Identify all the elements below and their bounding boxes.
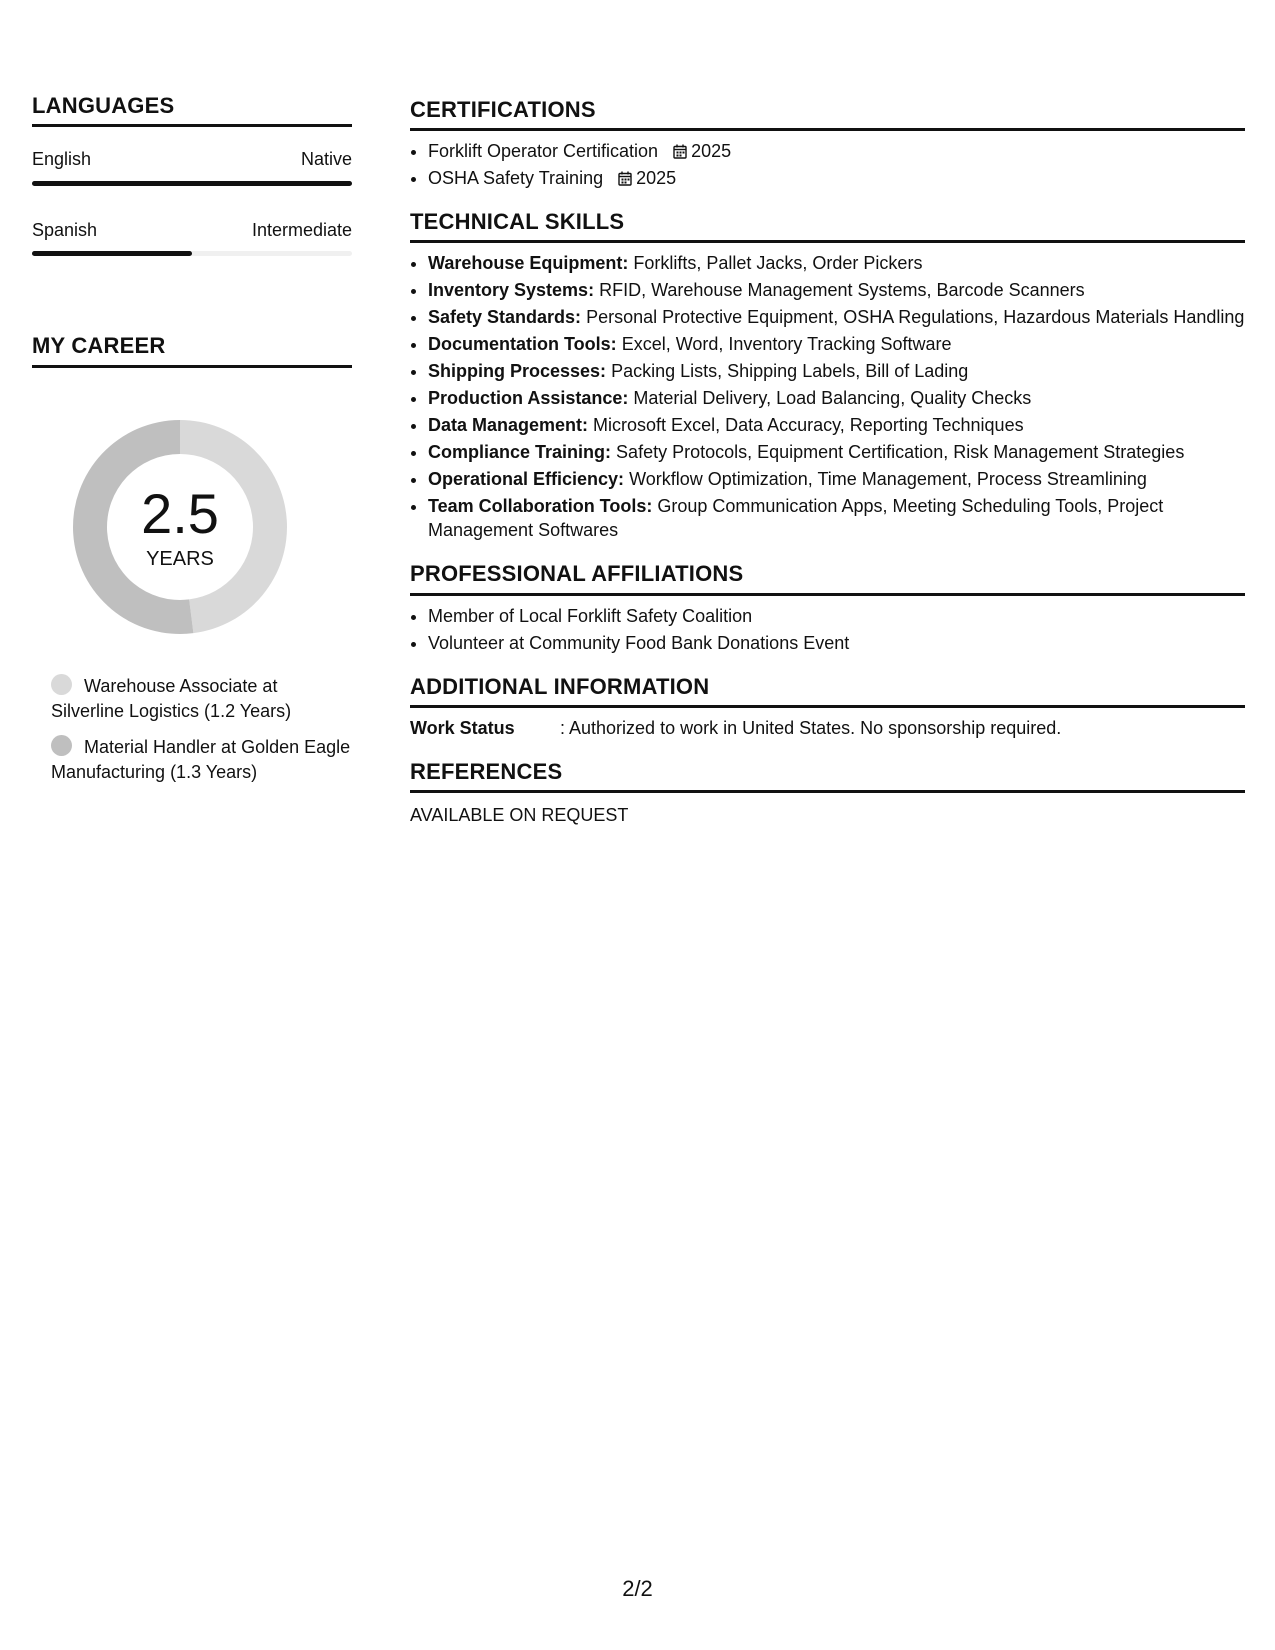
calendar-icon — [618, 171, 632, 186]
skill-item — [428, 440, 1245, 464]
skill-label: Documentation Tools: — [428, 334, 617, 355]
skill-label: Compliance Training: — [428, 442, 612, 463]
skill-item — [428, 251, 1245, 275]
certification-date — [618, 168, 676, 188]
skill-value: Group Communication Apps, Meeting Scheduling Tools, Project Management Softwares — [428, 496, 1164, 541]
skill-value: Workflow Optimization, Time Management, Process Streamlining — [629, 469, 1147, 490]
affiliations-list — [410, 604, 1245, 655]
work-status-value: : Authorized to work in United States. No sponsorship required. — [560, 717, 1062, 738]
affiliation-item: • Volunteer at Community Food Bank Donations Event — [428, 631, 1245, 655]
main-content — [410, 98, 1245, 847]
skill-label: Shipping Processes: — [428, 361, 607, 382]
additional-info-heading: ADDITIONAL INFORMATION — [410, 675, 1245, 708]
certifications-list — [410, 139, 1245, 190]
skill-label: Warehouse Equipment: — [428, 253, 629, 274]
career-total-unit: YEARS — [146, 547, 214, 570]
certification-date — [673, 141, 731, 161]
skill-item — [428, 359, 1245, 383]
sidebar — [32, 94, 352, 796]
additional-info-section — [410, 675, 1245, 740]
skill-label: Data Management: — [428, 415, 589, 436]
skill-item — [428, 413, 1245, 437]
career-legend — [51, 674, 352, 785]
skill-value: Packing Lists, Shipping Labels, Bill of Lading — [611, 361, 969, 382]
career-total-value: 2.5 — [141, 481, 219, 545]
calendar-icon — [673, 144, 687, 159]
skill-label: Safety Standards: — [428, 307, 582, 328]
skill-value: RFID, Warehouse Management Systems, Barcode Scanners — [599, 280, 1085, 301]
language-item — [32, 149, 352, 186]
skill-value: Microsoft Excel, Data Accuracy, Reporting Techniques — [593, 415, 1024, 436]
legend-dot-icon — [51, 674, 72, 695]
certifications-section — [410, 98, 1245, 190]
certification-year: 2025 — [636, 168, 677, 189]
certification-name: Forklift Operator Certification — [428, 141, 659, 162]
language-level: Intermediate — [251, 219, 352, 240]
skill-item — [428, 386, 1245, 410]
work-status-row — [410, 716, 1245, 740]
technical-skills-list — [410, 251, 1245, 542]
career-legend-label: Material Handler at Golden Eagle Manufacturing (1.3 Years) — [51, 736, 351, 782]
affiliation-item: • Member of Local Forklift Safety Coalition — [428, 604, 1245, 628]
language-name: Spanish — [32, 219, 98, 240]
certifications-heading: CERTIFICATIONS — [410, 98, 1245, 131]
languages-heading: LANGUAGES — [32, 94, 352, 127]
skill-value: Excel, Word, Inventory Tracking Software — [621, 334, 952, 355]
skill-label: Team Collaboration Tools: — [428, 496, 653, 517]
work-status-label: Work Status — [410, 717, 515, 738]
career-heading: MY CAREER — [32, 334, 352, 367]
legend-dot-icon — [51, 735, 72, 756]
career-donut-chart — [65, 412, 295, 642]
skill-label: Inventory Systems: — [428, 280, 595, 301]
skill-item — [428, 467, 1245, 491]
affiliations-section — [410, 562, 1245, 654]
certification-item — [428, 166, 1245, 190]
skill-item — [428, 332, 1245, 356]
skill-value: Personal Protective Equipment, OSHA Regulations, Hazardous Materials Handling — [586, 307, 1245, 328]
career-legend-item — [51, 674, 352, 724]
technical-skills-heading: TECHNICAL SKILLS — [410, 210, 1245, 243]
certification-item — [428, 139, 1245, 163]
technical-skills-section — [410, 210, 1245, 542]
page-number: 2/2 — [622, 1576, 653, 1601]
language-level: Native — [300, 149, 352, 170]
donut-center — [65, 481, 295, 571]
certification-name: OSHA Safety Training — [428, 168, 604, 189]
career-legend-item — [51, 735, 352, 785]
language-proficiency-bar — [32, 251, 352, 256]
language-proficiency-bar — [32, 181, 352, 186]
skill-label: Operational Efficiency: — [428, 469, 625, 490]
skill-value: Material Delivery, Load Balancing, Quality Checks — [633, 388, 1032, 409]
skill-item — [428, 305, 1245, 329]
skill-label: Production Assistance: — [428, 388, 629, 409]
skill-value: Safety Protocols, Equipment Certification, Risk Management Strategies — [616, 442, 1185, 463]
certification-year: 2025 — [691, 141, 732, 162]
references-heading: REFERENCES — [410, 760, 1245, 793]
references-text: AVAILABLE ON REQUEST — [410, 804, 629, 825]
language-item — [32, 220, 352, 257]
language-name: English — [32, 149, 92, 170]
career-legend-label: Warehouse Associate at Silverline Logistics (1.2 Years) — [51, 675, 292, 721]
skill-value: Forklifts, Pallet Jacks, Order Pickers — [633, 253, 923, 274]
language-proficiency-fill — [32, 251, 192, 256]
skill-item — [428, 494, 1245, 542]
references-section — [410, 760, 1245, 827]
affiliations-heading: PROFESSIONAL AFFILIATIONS — [410, 562, 1245, 595]
language-proficiency-fill — [32, 181, 352, 186]
skill-item — [428, 278, 1245, 302]
